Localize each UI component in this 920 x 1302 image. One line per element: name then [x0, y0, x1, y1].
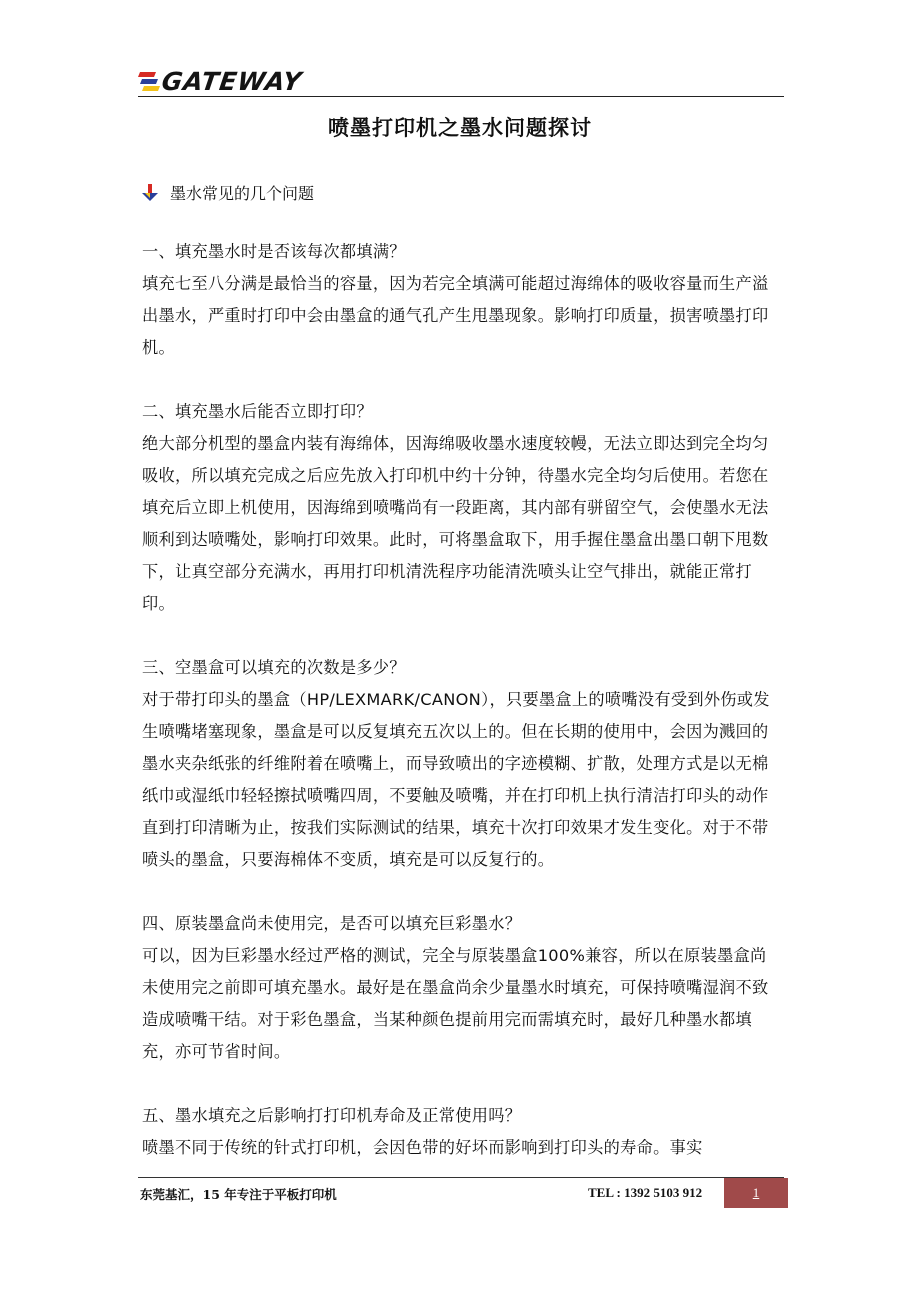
logo-text: GATEWAY	[159, 66, 304, 96]
page-number-text: 1	[752, 1185, 760, 1200]
answer-3: 对于带打印头的墨盒（HP/LEXMARK/CANON），只要墨盒上的喷嘴没有受到外伤或发生喷嘴堵塞现象，墨盒是可以反复填充五次以上的。但在长期的使用中，会因为溅回的墨水夹杂纸张的纤维附着在喷嘴上，而导致喷出的字迹模糊、扩散，处理方式是以无棉纸巾或湿纸巾轻轻擦拭喷嘴四周，不要触及喷嘴，并在打印机上执行清洁打印头的动作直到打印清晰为止，按我们实际测试的结果，填充十次打印效果才发生变化。对于不带喷头的墨盒，只要海棉体不变质，填充是可以反复行的。	[142, 690, 770, 869]
arrow-bullet-icon	[142, 184, 158, 202]
gateway-logo-icon	[138, 68, 160, 94]
question-3: 三、空墨盒可以填充的次数是多少？	[142, 658, 406, 677]
page-title: 喷墨打印机之墨水问题探讨	[328, 116, 592, 140]
answer-1: 填充七至八分满是最恰当的容量，因为若完全填满可能超过海绵体的吸收容量而生产溢出墨水，严重时打印中会由墨盒的通气孔产生甩墨现象。影响打印质量，损害喷墨打印机。	[142, 274, 769, 357]
question-5: 五、墨水填充之后影响打打印机寿命及正常使用吗？	[142, 1106, 522, 1125]
gateway-logo	[138, 66, 302, 96]
footer-company: 东莞基汇，15 年专注于平板打印机	[140, 1187, 337, 1202]
answer-5: 喷墨不同于传统的针式打印机，会因色带的好坏而影响到打印头的寿命。事实	[142, 1138, 703, 1157]
answer-4: 可以，因为巨彩墨水经过严格的测试，完全与原装墨盒100%兼容，所以在原装墨盒尚未使用完之前即可填充墨水。最好是在墨盒尚余少量墨水时填充，可保持喷嘴湿润不致造成喷嘴干结。对于彩色墨盒，当某种颜色提前用完而需填充时，最好几种墨水都填充，亦可节省时间。	[142, 946, 769, 1061]
question-4: 四、原装墨盒尚未使用完，是否可以填充巨彩墨水？	[142, 914, 522, 933]
section-heading	[142, 181, 314, 204]
question-2: 二、填充墨水后能否立即打印？	[142, 402, 373, 421]
answer-2: 绝大部分机型的墨盒内装有海绵体，因海绵吸收墨水速度较幔，无法立即达到完全均匀吸收，所以填充完成之后应先放入打印机中约十分钟，待墨水完全均匀后使用。若您在填充后立即上机使用，因海绵到喷嘴尚有一段距离，其内部有骈留空气，会使墨水无法顺利到达喷嘴处，影响打印效果。此时，可将墨盒取下，用手握住墨盒出墨口朝下甩数下，让真空部分充满水，再用打印机清洗程序功能清洗喷头让空气排出，就能正常打印。	[142, 434, 769, 613]
section-heading-text: 墨水常见的几个问题	[170, 184, 315, 203]
header-divider	[138, 96, 784, 97]
page-header	[138, 62, 784, 98]
document-body	[142, 236, 782, 1164]
page-number	[724, 1178, 788, 1208]
footer-divider	[138, 1177, 784, 1178]
question-1: 一、填充墨水时是否该每次都填满？	[142, 242, 406, 261]
footer-tel: TEL : 1392 5103 912	[588, 1185, 703, 1200]
